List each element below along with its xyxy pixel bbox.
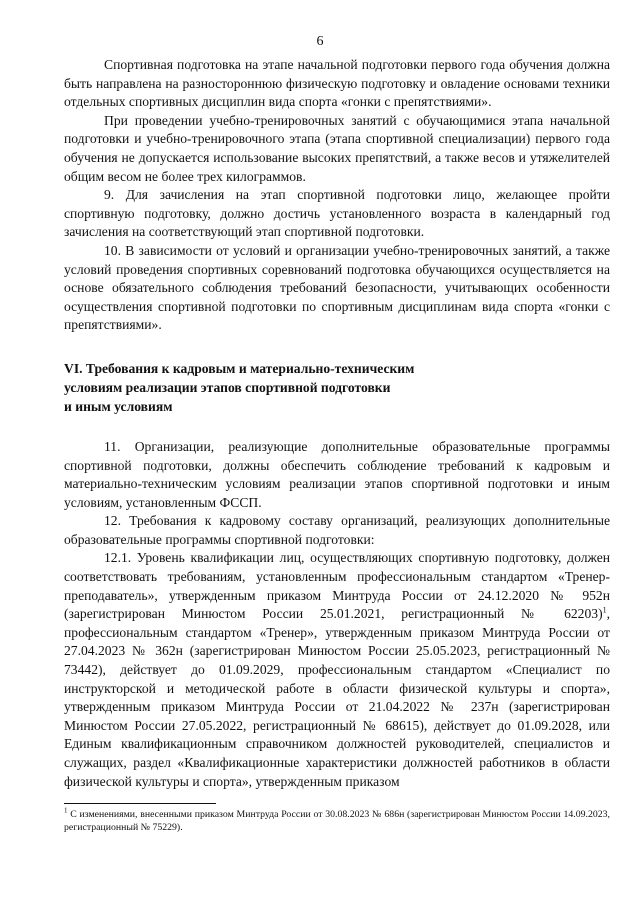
footnote-marker: 1 — [64, 806, 68, 815]
paragraph-12-staff-requirements: 12. Требования к кадровому составу организаций, реализующих дополнительные образовательные программы спортивной подготовки: — [64, 513, 610, 547]
section-heading-line-1: VI. Требования к кадровым и материально-техническим — [64, 360, 415, 376]
section-heading-line-2: условиям реализации этапов спортивной подготовки — [64, 379, 391, 395]
paragraph-initial-training: Спортивная подготовка на этапе начальной подготовки первого года обучения должна быть направлена на разностороннюю физическую подготовку и овладение основами техники отдельных спортивных дисциплин вида спорта «гонки с препятствиями». — [64, 57, 610, 110]
page-number: 6 — [316, 34, 324, 49]
paragraph-12-1-qualification — [64, 549, 610, 791]
footnote-reference[interactable]: 1 — [602, 605, 607, 615]
footnote-text: С изменениями, внесенными приказом Минтруда России от 30.08.2023 № 686н (зарегистрирован Минюстом России 14.09.2023, регистрационный № 75229). — [64, 809, 610, 833]
section-heading — [64, 359, 610, 416]
section-heading-line-3: и иным условиям — [64, 398, 173, 414]
paragraph-12-1-text-start: 12.1. Уровень квалификации лиц, осуществляющих спортивную подготовку, должен соответствовать требованиям, установленным профессиональным стандартом «Тренер-преподаватель», утвержденным приказом Минтруда России от 24.12.2020 № 952н (зарегистрирован Минюстом России 25.01.2021, регистрационный № 62203) — [64, 550, 610, 622]
paragraph-9-enrollment: 9. Для зачисления на этап спортивной подготовки лицо, желающее пройти спортивную подготовку, должно достичь установленного возраста в календарный год зачисления на соответствующий этап спортивной подготовки. — [64, 187, 610, 240]
document-body — [64, 56, 610, 791]
footnote — [64, 808, 610, 834]
paragraph-11-organizations: 11. Организации, реализующие дополнительные образовательные программы спортивной подготовки, должны обеспечить соблюдение требований к кадровым и материально-техническим условиям реализации этапов спортивной подготовки и иным условиям, установленным ФССП. — [64, 438, 610, 510]
footnote-divider — [64, 803, 216, 804]
paragraph-12-1-text-end: , профессиональным стандартом «Тренер», утвержденным приказом Минтруда России от 27.04.2023 № 362н (зарегистрирован Минюстом России 25.05.2023, регистрационный № 73442), действует до 01.09.2029, профессиональным стандартом «Специалист по инструкторской и методической работе в области физической культуры и спорта», утвержденным приказом Минтруда России от 21.04.2022 № 237н (зарегистрирован Минюстом России 27.05.2022, регистрационный № 68615), действует до 01.09.2028, или Единым квалификационным справочником должностей руководителей, специалистов и служащих, раздел «Квалификационные характеристики должностей работников в области физической культуры и спорта», утвержденным приказом — [64, 606, 610, 789]
paragraph-training-restrictions: При проведении учебно-тренировочных занятий с обучающимися этапа начальной подготовки и учебно-тренировочного этапа (этапа спортивной специализации) первого года обучения не допускается использование высоких препятствий, а также весов и утяжелителей общим весом не более трех килограммов. — [64, 112, 610, 184]
paragraph-10-safety: 10. В зависимости от условий и организации учебно-тренировочных занятий, а также условий проведения спортивных соревнований подготовка обучающихся осуществляется на основе обязательного соблюдения требований безопасности, учитывающих особенности осуществления спортивной подготовки по спортивным дисциплинам вида спорта «гонки с препятствиями». — [64, 242, 610, 333]
